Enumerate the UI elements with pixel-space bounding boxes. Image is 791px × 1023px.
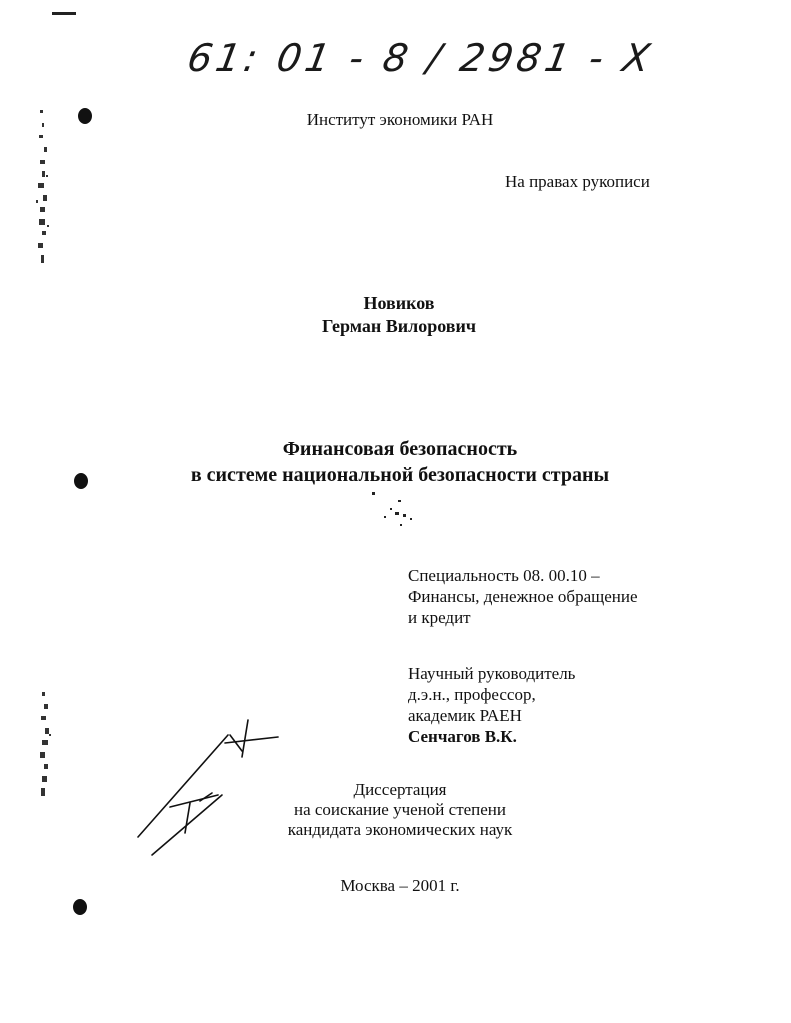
punch-hole-bottom: [73, 899, 87, 915]
dissertation-line-1: Диссертация: [353, 780, 447, 799]
dissertation-line-2: на соискание ученой степени: [293, 800, 507, 819]
rights-notice: На правах рукописи: [505, 172, 650, 191]
dissertation-title-line-1: Финансовая безопасность: [282, 438, 518, 460]
author-given-names: Герман Вилорович: [321, 316, 477, 336]
specialty-line-2: Финансы, денежное обращение: [408, 587, 638, 606]
specialty-block: [408, 565, 638, 628]
handwritten-archive-code: 61: 01 - 8 / 2981 - X: [184, 36, 658, 80]
dissertation-title-line-2: в системе национальной безопасности страны: [190, 464, 610, 486]
supervisor-degree: д.э.н., профессор,: [408, 685, 536, 704]
city-year: Москва – 2001 г.: [340, 876, 460, 895]
specialty-line-3: и кредит: [408, 608, 471, 627]
supervisor-role: Научный руководитель: [408, 664, 576, 683]
institute-name: Институт экономики РАН: [306, 110, 494, 129]
dissertation-line-3: кандидата экономических наук: [287, 820, 513, 839]
author-surname: Новиков: [363, 293, 435, 313]
specialty-line-1: Специальность 08. 00.10 –: [408, 566, 600, 585]
supervisor-title: академик РАЕН: [408, 706, 522, 725]
supervisor-name: Сенчагов В.К.: [408, 727, 517, 746]
dissertation-block: [0, 780, 791, 840]
supervisor-block: [408, 663, 575, 747]
top-rule: [52, 12, 76, 15]
scan-speckles: [370, 490, 420, 530]
